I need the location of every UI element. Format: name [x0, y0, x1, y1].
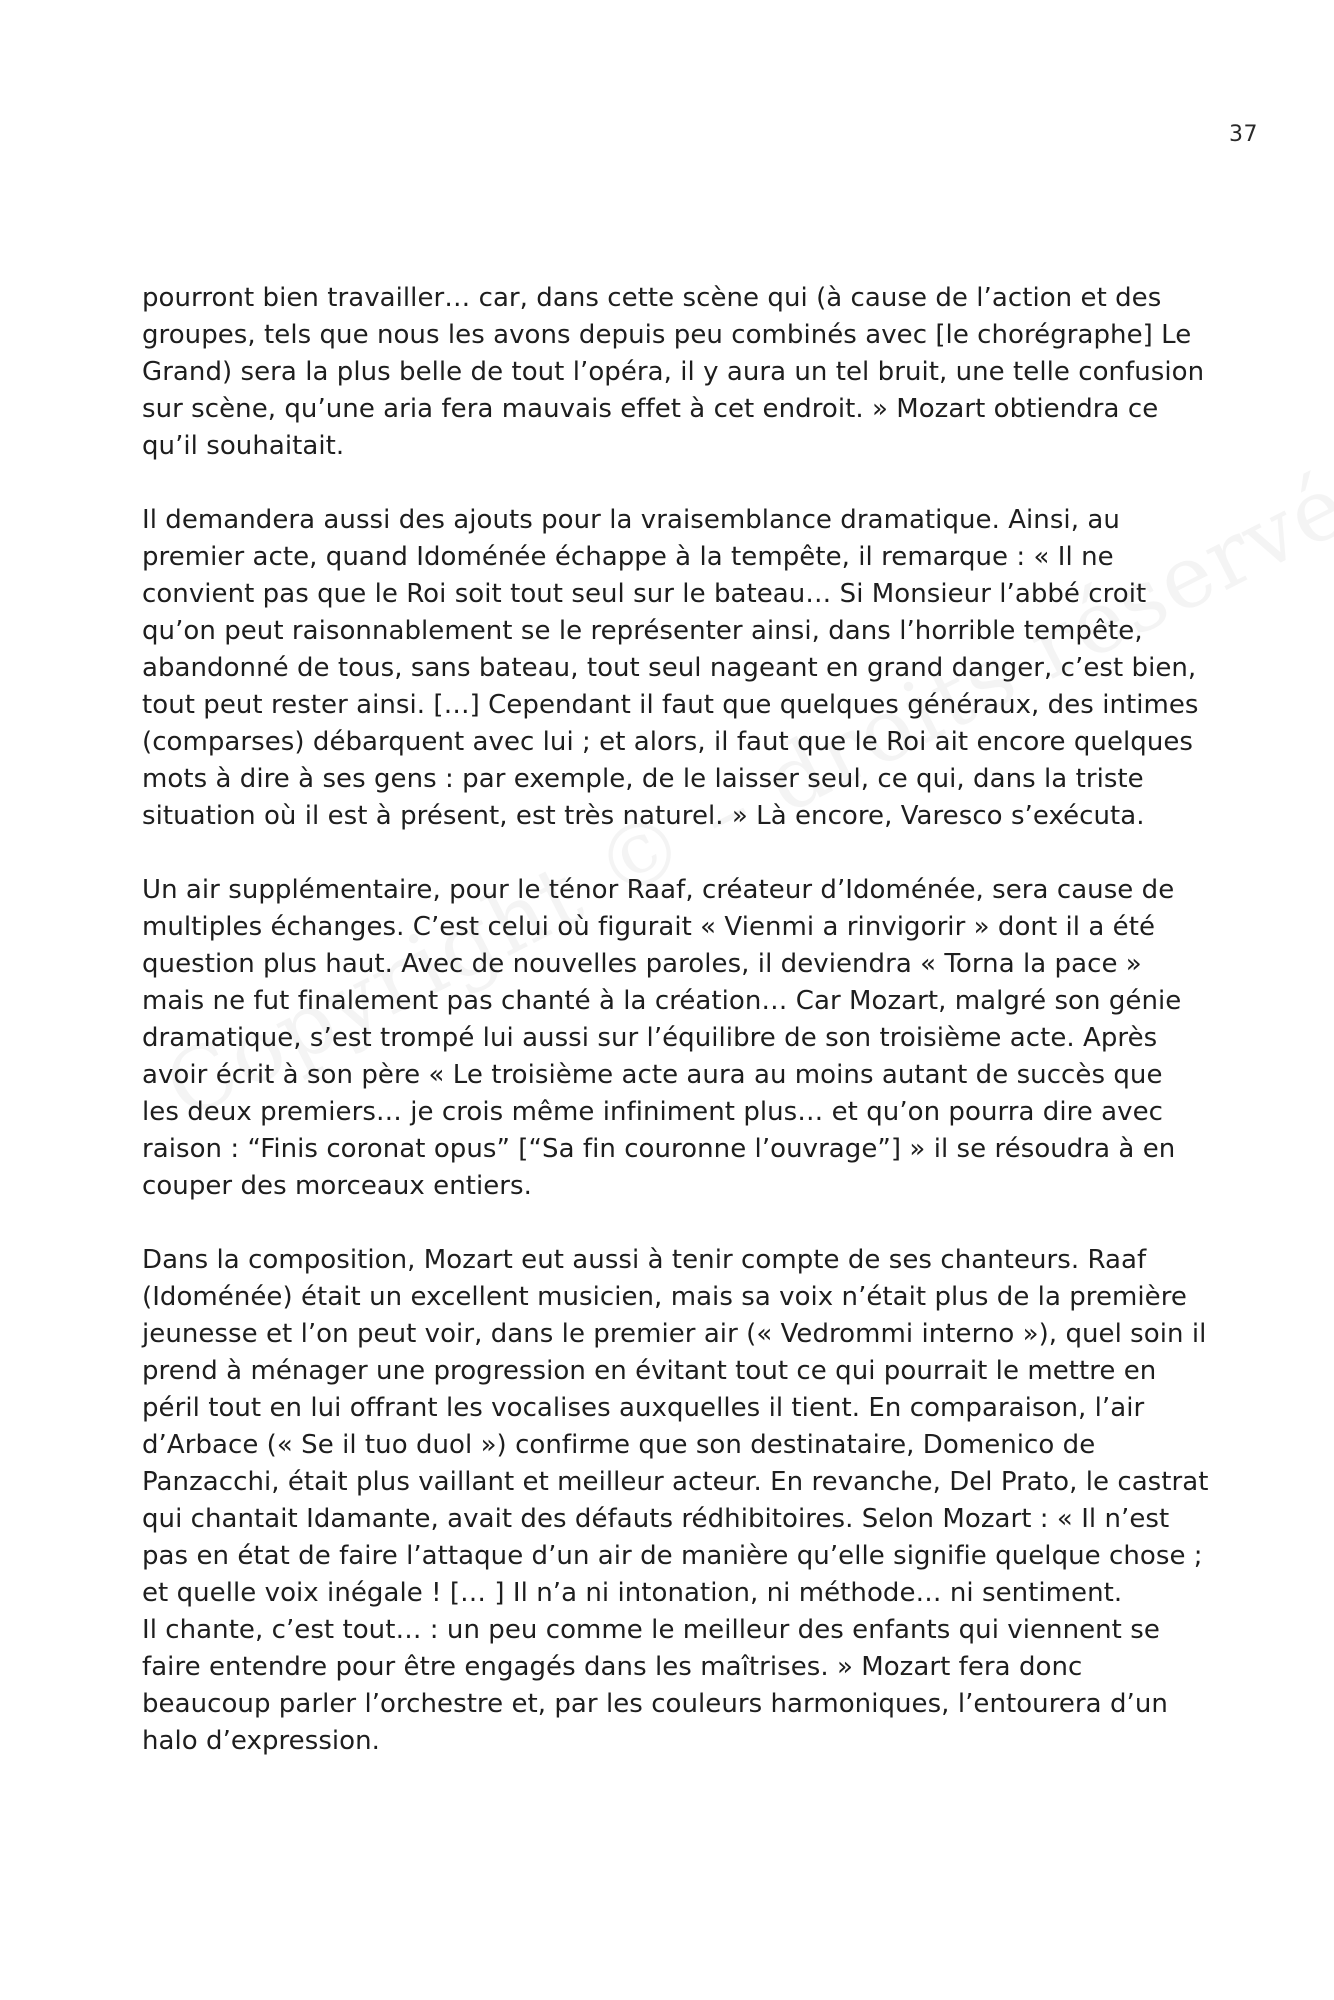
text-line: et quelle voix inégale ! [… ] Il n’a ni intonation, ni méthode… ni sentiment. [142, 1578, 1123, 1608]
text-line: Il chante, c’est tout… : un peu comme le meilleur des enfants qui viennent se [142, 1615, 1160, 1645]
paragraph-2 [142, 502, 1200, 835]
text-line: Panzacchi, était plus vaillant et meilleur acteur. En revanche, Del Prato, le castrat [142, 1467, 1209, 1497]
text-line: péril tout en lui offrant les vocalises auxquelles il tient. En comparaison, l’air [142, 1393, 1145, 1423]
text-line: couper des morceaux entiers. [142, 1171, 532, 1201]
text-line: question plus haut. Avec de nouvelles paroles, il deviendra « Torna la pace » [142, 949, 1142, 979]
text-line: pas en état de faire l’attaque d’un air de manière qu’elle signifie quelque chose ; [142, 1541, 1203, 1571]
text-line: faire entendre pour être engagés dans les maîtrises. » Mozart fera donc [142, 1652, 1083, 1682]
text-line: jeunesse et l’on peut voir, dans le premier air (« Vedrommi interno »), quel soin il [142, 1319, 1207, 1349]
text-line: multiples échanges. C’est celui où figurait « Vienmi a rinvigorir » dont il a été [142, 912, 1155, 942]
text-line: Dans la composition, Mozart eut aussi à tenir compte de ses chanteurs. Raaf [142, 1245, 1147, 1275]
text-line: Il demandera aussi des ajouts pour la vraisemblance dramatique. Ainsi, au [142, 505, 1120, 535]
paragraph-4 [142, 1242, 1209, 1760]
paragraph-3 [142, 872, 1200, 1205]
text-line: convient pas que le Roi soit tout seul sur le bateau… Si Monsieur l’abbé croit [142, 579, 1147, 609]
text-line: qui chantait Idamante, avait des défauts rédhibitoires. Selon Mozart : « Il n’est [142, 1504, 1170, 1534]
text-line: mots à dire à ses gens : par exemple, de le laisser seul, ce qui, dans la triste [142, 764, 1144, 794]
text-line: Un air supplémentaire, pour le ténor Raaf, créateur d’Idoménée, sera cause de [142, 875, 1175, 905]
text-line: tout peut rester ainsi. […] Cependant il faut que quelques généraux, des intimes [142, 690, 1199, 720]
text-line: qu’il souhaitait. [142, 431, 345, 461]
text-line: beaucoup parler l’orchestre et, par les couleurs harmoniques, l’entourera d’un [142, 1689, 1168, 1719]
text-line: raison : “Finis coronat opus” [“Sa fin couronne l’ouvrage”] » il se résoudra à en [142, 1134, 1176, 1164]
page-number: 37 [1229, 122, 1258, 147]
text-line: les deux premiers… je crois même infiniment plus… et qu’on pourra dire avec [142, 1097, 1163, 1127]
text-line: groupes, tels que nous les avons depuis peu combinés avec [le chorégraphe] Le [142, 320, 1192, 350]
text-line: avoir écrit à son père « Le troisième acte aura au moins autant de succès que [142, 1060, 1163, 1090]
text-line: situation où il est à présent, est très naturel. » Là encore, Varesco s’exécuta. [142, 801, 1145, 831]
text-line: mais ne fut finalement pas chanté à la création… Car Mozart, malgré son génie [142, 986, 1182, 1016]
text-line: d’Arbace (« Se il tuo duol ») confirme que son destinataire, Domenico de [142, 1430, 1096, 1460]
text-line: halo d’expression. [142, 1726, 380, 1756]
text-line: premier acte, quand Idoménée échappe à la tempête, il remarque : « Il ne [142, 542, 1114, 572]
text-line: (Idoménée) était un excellent musicien, mais sa voix n’était plus de la première [142, 1282, 1187, 1312]
paragraph-1 [142, 280, 1205, 465]
text-line: dramatique, s’est trompé lui aussi sur l’équilibre de son troisième acte. Après [142, 1023, 1158, 1053]
text-line: (comparses) débarquent avec lui ; et alors, il faut que le Roi ait encore quelques [142, 727, 1194, 757]
text-line: Grand) sera la plus belle de tout l’opéra, il y aura un tel bruit, une telle confusion [142, 357, 1205, 387]
text-line: sur scène, qu’une aria fera mauvais effet à cet endroit. » Mozart obtiendra ce [142, 394, 1159, 424]
body-text [142, 280, 1209, 1797]
text-line: qu’on peut raisonnablement se le représenter ainsi, dans l’horrible tempête, [142, 616, 1143, 646]
text-line: abandonné de tous, sans bateau, tout seul nageant en grand danger, c’est bien, [142, 653, 1197, 683]
text-line: pourront bien travailler… car, dans cette scène qui (à cause de l’action et des [142, 283, 1162, 313]
text-line: prend à ménager une progression en évitant tout ce qui pourrait le mettre en [142, 1356, 1157, 1386]
